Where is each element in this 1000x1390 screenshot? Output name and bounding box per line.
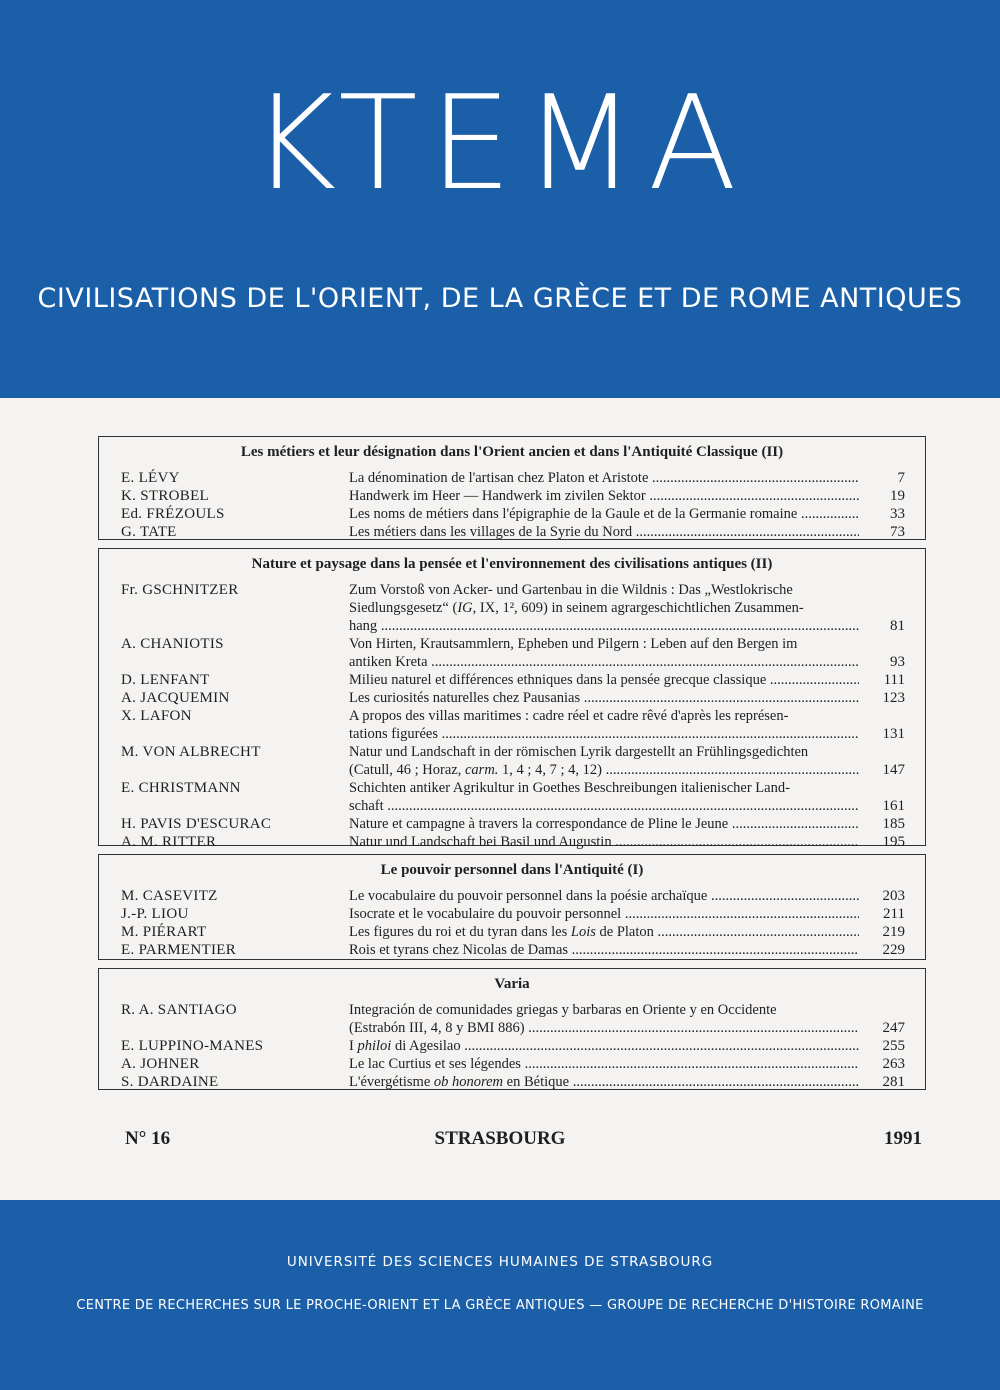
entry-title-line: Le lac Curtius et ses légendes ..... bbox=[349, 1055, 859, 1073]
entry-page-number: 7 bbox=[897, 470, 905, 486]
toc-section bbox=[98, 854, 926, 960]
journal-subtitle: CIVILISATIONS DE L'ORIENT, DE LA GRÈCE ET DE ROME ANTIQUES bbox=[37, 283, 963, 314]
entry-author: M. CASEVITZ bbox=[121, 888, 218, 904]
entry-author: E. PARMENTIER bbox=[121, 942, 237, 958]
entry-author: S. DARDAINE bbox=[121, 1074, 219, 1090]
entry-title-line: Nature et campagne à travers la correspondance de Pline le Jeune ..... bbox=[349, 815, 859, 833]
entry-title bbox=[349, 815, 859, 833]
entry-title bbox=[349, 905, 859, 923]
entry-title-line: Schichten antiker Agrikultur in Goethes Beschreibungen italienischer Land- bbox=[349, 780, 790, 796]
entry-page-number: 229 bbox=[882, 942, 905, 958]
entry-title bbox=[349, 923, 859, 941]
entry-author: R. A. SANTIAGO bbox=[121, 1002, 237, 1018]
toc-section bbox=[98, 436, 926, 540]
section-title: Les métiers et leur désignation dans l'Orient ancien et dans l'Antiquité Classique (II) bbox=[240, 444, 784, 460]
entry-author: A. JOHNER bbox=[121, 1056, 200, 1072]
entry-title-line: Zum Vorstoß von Acker- und Gartenbau in die Wildnis : Das „Westlokrische bbox=[349, 582, 793, 598]
entry-page-number: 211 bbox=[883, 906, 905, 922]
entry-page-number: 203 bbox=[882, 888, 905, 904]
entry-page-number: 247 bbox=[882, 1020, 905, 1036]
entry-title bbox=[349, 1037, 859, 1055]
entry-title bbox=[349, 1073, 859, 1091]
toc-section bbox=[98, 548, 926, 850]
entry-author: M. PIÉRART bbox=[121, 924, 207, 940]
entry-title-line: Les noms de métiers dans l'épigraphie de la Gaule et de la Germanie romaine ..... bbox=[349, 505, 859, 523]
entry-title bbox=[349, 469, 859, 487]
entry-author: E. LÉVY bbox=[121, 470, 180, 486]
entry-page-number: 81 bbox=[890, 618, 905, 634]
entry-title bbox=[349, 671, 859, 689]
entry-title-line: Handwerk im Heer — Handwerk im zivilen Sektor ..... bbox=[349, 487, 859, 505]
entry-page-number: 131 bbox=[882, 726, 905, 742]
entry-title bbox=[349, 581, 859, 635]
entry-author: G. TATE bbox=[121, 524, 177, 540]
entry-page-number: 73 bbox=[890, 524, 905, 540]
entry-title bbox=[349, 1055, 859, 1073]
research-centres: CENTRE DE RECHERCHES SUR LE PROCHE-ORIENT ET LA GRÈCE ANTIQUES — GROUPE DE RECHERCHE D'HISTOIRE ROMAINE bbox=[76, 1298, 924, 1313]
entry-title-line: A propos des villas maritimes : cadre réel et cadre rêvé d'après les représen- bbox=[349, 708, 789, 724]
entry-author: D. LENFANT bbox=[121, 672, 210, 688]
entry-title-line: Natur und Landschaft bei Basil und Augustin ..... bbox=[349, 833, 859, 851]
entry-page-number: 123 bbox=[882, 690, 905, 706]
entry-author: A. M. RITTER bbox=[121, 834, 217, 850]
entry-page-number: 281 bbox=[882, 1074, 905, 1090]
entry-author: A. CHANIOTIS bbox=[121, 636, 224, 652]
entry-author: X. LAFON bbox=[121, 708, 192, 724]
university-name: UNIVERSITÉ DES SCIENCES HUMAINES DE STRASBOURG bbox=[286, 1254, 714, 1270]
entry-title bbox=[349, 833, 859, 851]
entry-title-line: I philoi di Agesilao ..... bbox=[349, 1037, 859, 1055]
entry-page-number: 219 bbox=[882, 924, 905, 940]
entry-page-number: 161 bbox=[882, 798, 905, 814]
entry-author: E. CHRISTMANN bbox=[121, 780, 241, 796]
entry-author: E. LUPPINO-MANES bbox=[121, 1038, 264, 1054]
entry-author: M. VON ALBRECHT bbox=[121, 744, 261, 760]
entry-title bbox=[349, 635, 859, 671]
section-title: Varia bbox=[494, 976, 530, 992]
entry-title-line: antiken Kreta ..... bbox=[349, 653, 859, 671]
entry-title-line: Les curiosités naturelles chez Pausanias ..... bbox=[349, 689, 859, 707]
entry-title bbox=[349, 487, 859, 505]
entry-title bbox=[349, 941, 859, 959]
entry-title-line: Les métiers dans les villages de la Syrie du Nord ..... bbox=[349, 523, 859, 541]
entry-page-number: 33 bbox=[890, 506, 905, 522]
entry-page-number: 111 bbox=[883, 672, 905, 688]
entry-page-number: 255 bbox=[882, 1038, 905, 1054]
entry-author: A. JACQUEMIN bbox=[121, 690, 230, 706]
entry-page-number: 19 bbox=[890, 488, 905, 504]
entry-page-number: 93 bbox=[890, 654, 905, 670]
entry-title-line: hang ..... bbox=[349, 617, 859, 635]
entry-title bbox=[349, 523, 859, 541]
entry-author: Ed. FRÉZOULS bbox=[121, 506, 225, 522]
entry-title-line: tations figurées ..... bbox=[349, 725, 859, 743]
bottom-blue-band bbox=[0, 1200, 1000, 1390]
entry-title-line: Integración de comunidades griegas y barbaras en Oriente y en Occidente bbox=[349, 1002, 777, 1018]
entry-page-number: 195 bbox=[882, 834, 905, 850]
entry-author: H. PAVIS D'ESCURAC bbox=[121, 816, 272, 832]
entry-author: K. STROBEL bbox=[121, 488, 210, 504]
entry-title-line: Siedlungsgesetz“ (IG, IX, 1², 609) in seinem agrargeschichtlichen Zusammen- bbox=[349, 600, 804, 616]
entry-title bbox=[349, 887, 859, 905]
entry-page-number: 185 bbox=[882, 816, 905, 832]
entry-author: J.-P. LIOU bbox=[121, 906, 189, 922]
entry-title-line: Rois et tyrans chez Nicolas de Damas ..... bbox=[349, 941, 859, 959]
entry-title-line: L'évergétisme ob honorem en Bétique ..... bbox=[349, 1073, 859, 1091]
entry-title-line: Le vocabulaire du pouvoir personnel dans la poésie archaïque ..... bbox=[349, 887, 859, 905]
toc-section bbox=[98, 968, 926, 1090]
entry-title-line: Isocrate et le vocabulaire du pouvoir personnel ..... bbox=[349, 905, 859, 923]
entry-title-line: (Estrabón III, 4, 8 y BMI 886) ..... bbox=[349, 1019, 859, 1037]
entry-title bbox=[349, 779, 859, 815]
entry-title-line: La dénomination de l'artisan chez Platon et Aristote ..... bbox=[349, 469, 859, 487]
journal-title: KTEMA bbox=[251, 67, 749, 219]
entry-title bbox=[349, 505, 859, 523]
publication-city: STRASBOURG bbox=[434, 1128, 566, 1149]
entry-title bbox=[349, 689, 859, 707]
issue-number: N° 16 bbox=[125, 1128, 171, 1149]
entry-title-line: (Catull, 46 ; Horaz, carm. 1, 4 ; 4, 7 ; 4, 12) ..... bbox=[349, 761, 859, 779]
entry-page-number: 147 bbox=[882, 762, 905, 778]
entry-title bbox=[349, 743, 859, 779]
section-title: Le pouvoir personnel dans l'Antiquité (I) bbox=[380, 862, 644, 878]
entry-author: Fr. GSCHNITZER bbox=[121, 582, 239, 598]
entry-title-line: Milieu naturel et différences ethniques dans la pensée grecque classique ..... bbox=[349, 671, 859, 689]
entry-title-line: Von Hirten, Krautsammlern, Epheben und Pilgern : Leben auf den Bergen im bbox=[349, 636, 798, 652]
section-title: Nature et paysage dans la pensée et l'environnement des civilisations antiques (II) bbox=[251, 556, 773, 572]
entry-title-line: Natur und Landschaft in der römischen Lyrik dargestellt an Frühlingsgedichten bbox=[349, 744, 809, 760]
entry-title-line: Les figures du roi et du tyran dans les Lois de Platon ..... bbox=[349, 923, 859, 941]
publication-year: 1991 bbox=[884, 1128, 922, 1149]
entry-page-number: 263 bbox=[882, 1056, 905, 1072]
entry-title-line: schaft ..... bbox=[349, 797, 859, 815]
entry-title bbox=[349, 1001, 859, 1037]
entry-title bbox=[349, 707, 859, 743]
